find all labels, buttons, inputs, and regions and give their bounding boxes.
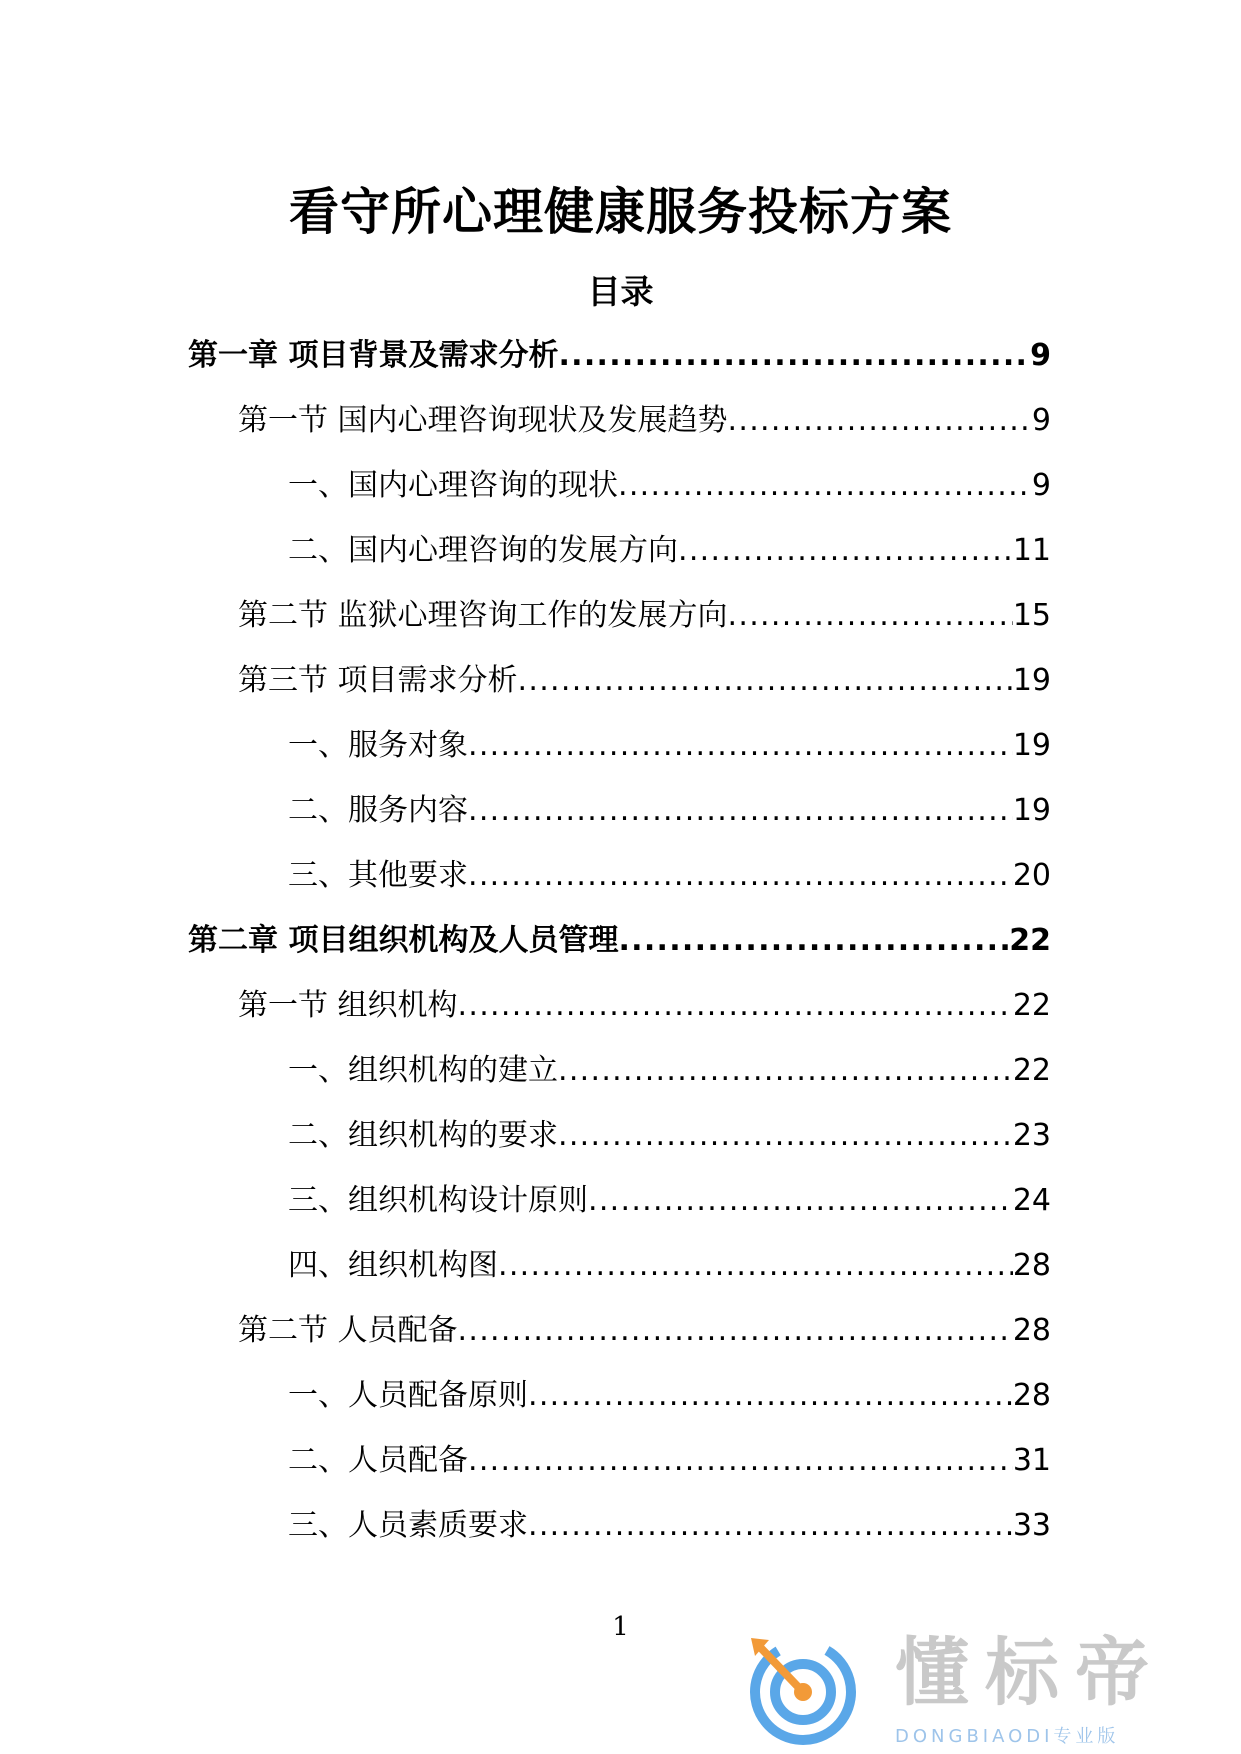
toc-leader-dots bbox=[468, 778, 1013, 843]
toc-entry-page: 9 bbox=[1031, 403, 1051, 438]
toc-entry-line bbox=[288, 1363, 1051, 1428]
toc-leader-dots bbox=[458, 1298, 1013, 1363]
watermark bbox=[745, 1628, 1215, 1748]
toc-entry-label: 一、服务对象 bbox=[288, 728, 468, 763]
toc-entry[interactable] bbox=[0, 583, 1241, 648]
toc-entry[interactable] bbox=[0, 1428, 1241, 1493]
toc-entry-line bbox=[288, 1103, 1051, 1168]
toc-entry-label: 一、人员配备原则 bbox=[288, 1378, 528, 1413]
toc-leader-dots bbox=[728, 388, 1032, 453]
toc-entry-label: 三、组织机构设计原则 bbox=[288, 1183, 588, 1218]
toc-entry-label: 第二节 人员配备 bbox=[238, 1313, 458, 1348]
toc-entry-line bbox=[238, 1298, 1051, 1363]
toc-leader-dots bbox=[498, 1233, 1013, 1298]
toc-entry[interactable] bbox=[0, 908, 1241, 973]
toc-leader-dots bbox=[468, 713, 1013, 778]
page-number: 1 bbox=[612, 1612, 629, 1642]
toc-entry[interactable] bbox=[0, 843, 1241, 908]
toc-entry-page: 9 bbox=[1031, 468, 1051, 503]
toc-entry[interactable] bbox=[0, 518, 1241, 583]
toc-entry-label: 三、人员素质要求 bbox=[288, 1508, 528, 1543]
toc-entry-page: 11 bbox=[1012, 533, 1051, 568]
toc-entry-label: 第二节 监狱心理咨询工作的发展方向 bbox=[238, 598, 728, 633]
toc-entry-label: 四、组织机构图 bbox=[288, 1248, 498, 1283]
table-of-contents bbox=[0, 323, 1241, 1558]
toc-entry[interactable] bbox=[0, 453, 1241, 518]
toc-entry-line bbox=[238, 648, 1051, 713]
toc-entry[interactable] bbox=[0, 1103, 1241, 1168]
toc-entry-line bbox=[288, 1428, 1051, 1493]
toc-entry-line bbox=[288, 1038, 1051, 1103]
toc-entry-line bbox=[288, 518, 1051, 583]
toc-entry[interactable] bbox=[0, 973, 1241, 1038]
toc-entry-page: 20 bbox=[1012, 858, 1051, 893]
toc-leader-dots bbox=[618, 453, 1032, 518]
toc-entry-line bbox=[188, 908, 1051, 973]
toc-entry-page: 28 bbox=[1012, 1248, 1051, 1283]
toc-entry-line bbox=[288, 1168, 1051, 1233]
toc-leader-dots bbox=[728, 583, 1013, 648]
toc-entry[interactable] bbox=[0, 1493, 1241, 1558]
toc-entry[interactable] bbox=[0, 713, 1241, 778]
toc-leader-dots bbox=[528, 1493, 1013, 1558]
toc-leader-dots bbox=[468, 1428, 1013, 1493]
toc-entry-page: 15 bbox=[1012, 598, 1051, 633]
toc-leader-dots bbox=[618, 908, 1009, 973]
toc-entry-page: 22 bbox=[1012, 988, 1051, 1023]
toc-entry[interactable] bbox=[0, 1363, 1241, 1428]
toc-entry-label: 第三节 项目需求分析 bbox=[238, 663, 518, 698]
toc-entry-label: 一、组织机构的建立 bbox=[288, 1053, 558, 1088]
toc-entry-line bbox=[238, 973, 1051, 1038]
toc-leader-dots bbox=[468, 843, 1013, 908]
toc-entry-line bbox=[288, 713, 1051, 778]
toc-leader-dots bbox=[678, 518, 1013, 583]
toc-entry[interactable] bbox=[0, 1233, 1241, 1298]
toc-leader-dots bbox=[458, 973, 1013, 1038]
toc-entry-label: 第一章 项目背景及需求分析 bbox=[188, 338, 559, 373]
toc-entry-label: 第一节 国内心理咨询现状及发展趋势 bbox=[238, 403, 728, 438]
toc-entry-page: 28 bbox=[1012, 1378, 1051, 1413]
toc-entry-label: 二、国内心理咨询的发展方向 bbox=[288, 533, 678, 568]
toc-leader-dots bbox=[518, 648, 1013, 713]
toc-entry-label: 第二章 项目组织机构及人员管理 bbox=[188, 923, 619, 958]
toc-entry-page: 9 bbox=[1030, 338, 1051, 373]
target-arrow-icon bbox=[745, 1628, 865, 1748]
toc-entry[interactable] bbox=[0, 778, 1241, 843]
toc-entry-label: 三、其他要求 bbox=[288, 858, 468, 893]
toc-entry-page: 33 bbox=[1012, 1508, 1051, 1543]
toc-leader-dots bbox=[558, 323, 1030, 388]
watermark-brand: 懂标帝 bbox=[895, 1630, 1165, 1716]
toc-entry-label: 二、组织机构的要求 bbox=[288, 1118, 558, 1153]
toc-entry-label: 一、国内心理咨询的现状 bbox=[288, 468, 618, 503]
toc-entry-label: 二、人员配备 bbox=[288, 1443, 468, 1478]
toc-entry-line bbox=[238, 388, 1051, 453]
toc-entry[interactable] bbox=[0, 1168, 1241, 1233]
toc-entry-line bbox=[238, 583, 1051, 648]
toc-entry-line bbox=[288, 843, 1051, 908]
toc-entry-label: 第一节 组织机构 bbox=[238, 988, 458, 1023]
toc-entry-page: 19 bbox=[1012, 663, 1051, 698]
toc-entry-page: 23 bbox=[1012, 1118, 1051, 1153]
toc-entry-line bbox=[288, 778, 1051, 843]
toc-entry-page: 31 bbox=[1012, 1443, 1051, 1478]
toc-leader-dots bbox=[528, 1363, 1013, 1428]
toc-entry[interactable] bbox=[0, 1298, 1241, 1363]
document-title: 看守所心理健康服务投标方案 bbox=[289, 183, 952, 241]
toc-entry-page: 22 bbox=[1009, 923, 1051, 958]
toc-entry-page: 19 bbox=[1012, 728, 1051, 763]
toc-entry-page: 28 bbox=[1012, 1313, 1051, 1348]
toc-entry-page: 22 bbox=[1012, 1053, 1051, 1088]
toc-entry-line bbox=[288, 1233, 1051, 1298]
toc-leader-dots bbox=[588, 1168, 1013, 1233]
toc-entry-line bbox=[288, 453, 1051, 518]
toc-entry[interactable] bbox=[0, 648, 1241, 713]
toc-entry-page: 19 bbox=[1012, 793, 1051, 828]
toc-entry[interactable] bbox=[0, 1038, 1241, 1103]
watermark-subtitle: DONGBIAODI专业版 bbox=[895, 1726, 1120, 1747]
toc-heading: 目录 bbox=[587, 272, 654, 311]
toc-entry[interactable] bbox=[0, 388, 1241, 453]
toc-entry-page: 24 bbox=[1012, 1183, 1051, 1218]
toc-entry[interactable] bbox=[0, 323, 1241, 388]
toc-entry-label: 二、服务内容 bbox=[288, 793, 468, 828]
toc-leader-dots bbox=[558, 1038, 1013, 1103]
toc-entry-line bbox=[288, 1493, 1051, 1558]
toc-leader-dots bbox=[558, 1103, 1013, 1168]
toc-entry-line bbox=[188, 323, 1051, 388]
